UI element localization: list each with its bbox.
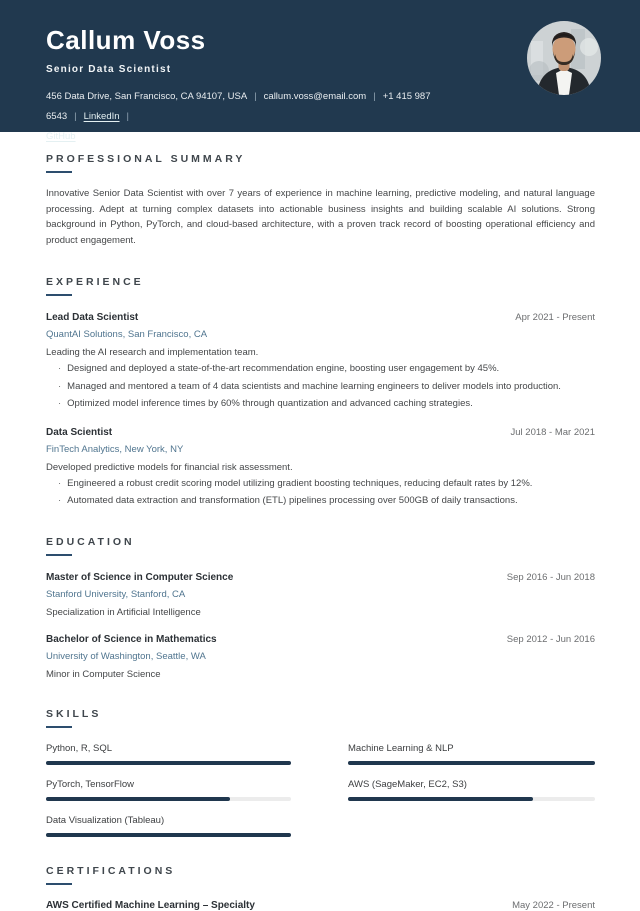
skill-label: AWS (SageMaker, EC2, S3)	[348, 778, 467, 790]
job-bullet-list	[46, 477, 595, 508]
education-detail: Minor in Computer Science	[46, 668, 161, 680]
person-job-title: Senior Data Scientist	[46, 63, 172, 75]
contact-separator: |	[74, 110, 77, 122]
person-name: Callum Voss	[46, 25, 206, 55]
job-header-row	[46, 427, 595, 438]
contact-address: 456 Data Drive, San Francisco, CA 94107, USA	[46, 90, 248, 102]
education-dates: Sep 2012 - Jun 2016	[506, 633, 595, 645]
job-title: Data Scientist	[46, 426, 113, 438]
contact-phone: +1 415 987 6543	[46, 90, 431, 122]
certification-entry	[46, 900, 595, 911]
job-dates: Jul 2018 - Mar 2021	[510, 426, 595, 438]
heading-rule	[46, 726, 72, 728]
experience-entry	[46, 312, 595, 411]
section-skills	[46, 708, 595, 837]
education-header-row	[46, 572, 595, 583]
skill-bar-fill	[46, 833, 291, 837]
skill-item	[348, 779, 595, 801]
section-education	[46, 536, 595, 680]
skill-label: Data Visualization (Tableau)	[46, 814, 165, 826]
education-dates: Sep 2016 - Jun 2018	[506, 571, 595, 583]
skill-label: Python, R, SQL	[46, 742, 113, 754]
linkedin-link[interactable]: LinkedIn	[83, 110, 120, 122]
job-company: FinTech Analytics, New York, NY	[46, 443, 184, 455]
institution: University of Washington, Seattle, WA	[46, 650, 206, 662]
bullet-dot: ·	[58, 380, 62, 392]
skill-bar-track	[46, 761, 291, 765]
github-link[interactable]: GitHub	[46, 130, 76, 142]
education-heading: EDUCATION	[46, 535, 135, 548]
job-title: Lead Data Scientist	[46, 312, 139, 324]
skill-bar-fill	[348, 761, 595, 765]
job-bullet	[46, 477, 595, 491]
section-experience	[46, 276, 595, 508]
education-header-row	[46, 634, 595, 645]
certification-dates: May 2022 - Present	[512, 899, 595, 911]
skills-grid	[46, 743, 595, 837]
job-bullet	[46, 362, 595, 376]
certifications-heading: CERTIFICATIONS	[46, 864, 176, 877]
summary-heading: PROFESSIONAL SUMMARY	[46, 153, 246, 165]
summary-text: Innovative Senior Data Scientist with over 7 years of experience in machine learning, predictive modeling, and natural language processing. Adept at turning complex datasets into actionable business insights and building scalable AI solutions. Strong background in Python, PyTorch, and cloud-based architecture, with a proven track record of boosting operational efficiency and product engagement.	[46, 188, 595, 246]
contact-separator: |	[254, 90, 257, 102]
resume-header	[0, 0, 640, 142]
skill-bar-fill	[46, 797, 230, 801]
avatar	[527, 21, 601, 95]
bullet-dot: ·	[58, 495, 62, 507]
skill-label: Machine Learning & NLP	[348, 742, 454, 754]
certification-header-row	[46, 900, 595, 911]
avatar-photo-graphic	[527, 21, 601, 95]
job-bullet-list	[46, 362, 595, 411]
section-professional-summary	[46, 153, 595, 248]
skills-heading: SKILLS	[46, 707, 102, 720]
skill-item	[46, 779, 291, 801]
skill-item	[46, 815, 291, 837]
skill-bar-track	[348, 761, 595, 765]
education-detail: Specialization in Artificial Intelligence	[46, 606, 201, 618]
job-company: QuantAI Solutions, San Francisco, CA	[46, 329, 208, 341]
bullet-dot: ·	[58, 363, 62, 375]
bullet-text: Engineered a robust credit scoring model utilizing gradient boosting techniques, reducing default rates by 12%.	[67, 477, 533, 489]
experience-entry	[46, 427, 595, 508]
bullet-dot: ·	[58, 398, 62, 410]
experience-heading: EXPERIENCE	[46, 276, 144, 289]
heading-rule	[46, 883, 72, 885]
heading-rule	[46, 171, 72, 173]
heading-rule	[46, 554, 72, 556]
certification-name: AWS Certified Machine Learning – Specialty	[46, 899, 255, 911]
section-certifications	[46, 865, 595, 911]
degree-title: Master of Science in Computer Science	[46, 571, 234, 583]
job-dates: Apr 2021 - Present	[515, 312, 595, 324]
resume-body	[0, 132, 640, 911]
bullet-text: Managed and mentored a team of 4 data scientists and machine learning engineers to deliver models into production.	[67, 380, 561, 392]
heading-rule	[46, 294, 72, 296]
skill-bar-track	[46, 833, 291, 837]
institution: Stanford University, Stanford, CA	[46, 588, 186, 600]
job-header-row	[46, 312, 595, 323]
contact-separator: |	[126, 110, 129, 122]
job-bullet	[46, 494, 595, 508]
bullet-text: Designed and deployed a state-of-the-art recommendation engine, boosting user engagement by 45%.	[67, 363, 500, 375]
education-entry	[46, 634, 595, 680]
job-description: Leading the AI research and implementation team.	[46, 347, 259, 359]
degree-title: Bachelor of Science in Mathematics	[46, 633, 217, 645]
job-bullet	[46, 380, 595, 394]
skill-item	[46, 743, 291, 765]
contact-separator: |	[373, 90, 376, 102]
skill-bar-fill	[348, 797, 533, 801]
header-text-block	[46, 26, 600, 147]
bullet-text: Optimized model inference times by 60% through quantization and advanced caching strategies.	[67, 398, 473, 410]
bullet-dot: ·	[58, 477, 62, 489]
job-bullet	[46, 397, 595, 411]
bullet-text: Automated data extraction and transformation (ETL) pipelines processing over 500GB of daily transactions.	[67, 495, 518, 507]
job-description: Developed predictive models for financial risk assessment.	[46, 461, 293, 473]
skill-bar-track	[46, 797, 291, 801]
skill-item	[348, 743, 595, 765]
skill-bar-track	[348, 797, 595, 801]
skill-bar-fill	[46, 761, 291, 765]
education-entry	[46, 572, 595, 618]
contact-info	[46, 87, 516, 147]
skill-label: PyTorch, TensorFlow	[46, 778, 134, 790]
contact-email: callum.voss@email.com	[263, 90, 367, 102]
